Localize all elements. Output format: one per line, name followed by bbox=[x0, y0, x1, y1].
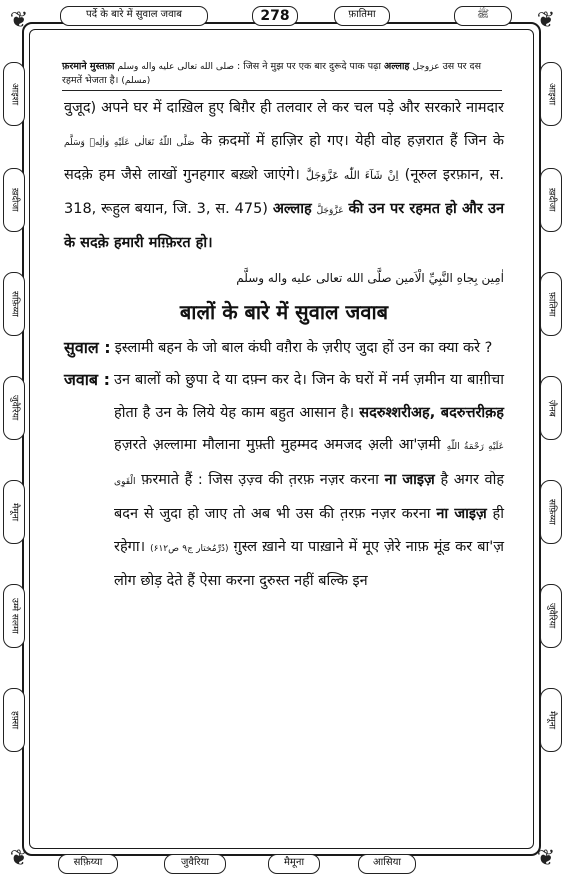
page-header bbox=[62, 60, 502, 91]
ornament-icon: ❦ bbox=[9, 846, 29, 871]
side-tab: ख़दीजा bbox=[540, 168, 562, 232]
header-source: (مسلم) bbox=[121, 76, 151, 86]
side-tab: जुवैरिया bbox=[3, 376, 25, 440]
answer-text-part: हज़रते अ़ल्लामा मौलाना मुफ़्ती मुहम्मद अमजद अ़ली आ'ज़मी bbox=[114, 437, 441, 453]
side-tab: ज़ैनब bbox=[540, 376, 562, 440]
page-number: 278 bbox=[252, 6, 298, 26]
main-content bbox=[64, 92, 504, 598]
answer-bold: ना जाइज़ bbox=[436, 506, 487, 522]
side-tab: जुवैरिया bbox=[540, 584, 562, 648]
header-arabic: صلى الله تعالى عليه واله وسلم bbox=[117, 62, 235, 72]
answer-text-part: फ़रमाते हैं : जिस उ़ज़्व की त़रफ़ नज़र करना bbox=[141, 471, 379, 488]
section-heading: बालों के बारे में सुवाल जवाब bbox=[179, 299, 389, 324]
bottom-tab: आसिया bbox=[358, 854, 416, 874]
header-prefix: फ़रमाने मुस्तफ़ा bbox=[62, 61, 115, 72]
side-tab: हफ़्सा bbox=[3, 688, 25, 752]
side-tab: आइशा bbox=[3, 62, 25, 126]
answer-reference: (دُرِّمُختار ج۹ ص۶۱۲) bbox=[150, 543, 229, 554]
side-tab: ख़दीजा bbox=[3, 168, 25, 232]
answer-bold: ना जाइज़ bbox=[384, 471, 435, 488]
side-tab: सफ़िय्या bbox=[3, 272, 25, 336]
chapter-tab: पर्दे के बारे में सुवाल जवाब bbox=[60, 6, 208, 26]
header-text2: उस पर दस रहमतें भेजता है। bbox=[62, 61, 482, 86]
answer-label: जवाब : bbox=[64, 370, 111, 389]
header-text: : जिस ने मुझ पर एक बार दुरूदे पाक पढ़ा bbox=[237, 61, 381, 72]
side-tab: आइशा bbox=[540, 62, 562, 126]
side-tab: मैमूना bbox=[540, 688, 562, 752]
side-tab: सफ़िय्या bbox=[540, 480, 562, 544]
bottom-tab: सफ़िय्या bbox=[58, 854, 118, 874]
top-tab: फ़ातिमा bbox=[334, 6, 390, 26]
bottom-tab: मैमूना bbox=[268, 854, 320, 874]
answer-text-part: उन बालों को छुपा दे या दफ़्न कर दे। जिन के घरों में नर्म ज़मीन या बाग़ीचा होता है उन के लिये येह काम बहुत आसान है। bbox=[114, 372, 504, 421]
body-reference: (नूरुल इरफ़ान, स. 318, रूहुल बयान, जि. 3, स. 475) bbox=[64, 167, 505, 217]
side-tab: फ़ातिमा bbox=[540, 272, 562, 336]
ornament-icon: ❦ bbox=[536, 8, 556, 33]
answer-bold: सदरुश्शरीअह, बदरुत्तरीक़ह bbox=[359, 404, 504, 421]
body-arabic: صَلَّى اللّٰهُ تَعَالٰى عَلَيْهِ وَاٰلِهٖ وَسَلَّم bbox=[64, 137, 195, 148]
answer-text bbox=[114, 364, 504, 598]
header-allah: अल्लाह bbox=[383, 61, 410, 72]
answer-text-part: ग़ुस्ल ख़ाने या पाख़ाने में मूए ज़ेरे नाफ़ मूंड कर बा'ज़ लोग छोड़ देते हैं ऐसा करना दुरुस्त नहीं बल्कि इन bbox=[114, 538, 504, 589]
answer-block bbox=[64, 364, 504, 598]
question-block bbox=[64, 332, 504, 365]
question-text: इस्लामी बहन के जो बाल कंघी वग़ैरा के ज़रीए जुदा हों उन का क्या करे ? bbox=[114, 339, 493, 356]
body-paragraph bbox=[64, 92, 504, 260]
dua-line: اٰمِين بِجاهِ النَّبِيِّ الْاَمين صلَّى الله تعالى عليه واله وسلَّم bbox=[236, 270, 504, 285]
body-text-bold: की उन पर रहमत हो और उन के सदक़े हमारी मग़्फ़िरत हो। bbox=[64, 200, 505, 251]
body-text: के क़दमों में हाज़िर हो गए। येही वोह हज़रात हैं जिन के सदक़े हम जैसे लाखों गुनहगार बख़्शे जाएंगे। bbox=[64, 132, 505, 183]
question-label: सुवाल : bbox=[64, 337, 111, 357]
body-arabic: اِنْ شَآءَ اللّٰه عَزَّوَجَلَّ bbox=[305, 169, 399, 182]
body-text: वुजूद) अपने घर में दाख़िल हुए बिग़ैर ही तलवार ले कर चल पड़े और सरकारे नामदार bbox=[64, 100, 504, 116]
answer-arabic: عَلَيْهِ رَحْمَةُ اللّٰهِ الْقَوِى bbox=[114, 442, 505, 487]
side-tab: मैमूना bbox=[3, 480, 25, 544]
ornament-icon: ❦ bbox=[536, 846, 556, 871]
body-allah: अल्लाह bbox=[272, 200, 312, 217]
answer-text-part: ही रहेगा। bbox=[114, 506, 505, 555]
bottom-tab: जुवैरिया bbox=[164, 854, 226, 874]
answer-text-part: है अगर वोह बदन से जुदा हो जाए तो अब भी उस की त़रफ़ नज़र करना bbox=[114, 471, 505, 522]
side-tab: उम्मे सलमा bbox=[3, 584, 25, 648]
top-corner-tab: ﷺ bbox=[454, 6, 512, 26]
header-arabic2: عزوجل bbox=[412, 62, 440, 72]
body-arabic: عَزَّوَجَلَّ bbox=[316, 205, 344, 216]
ornament-icon: ❦ bbox=[9, 8, 29, 33]
